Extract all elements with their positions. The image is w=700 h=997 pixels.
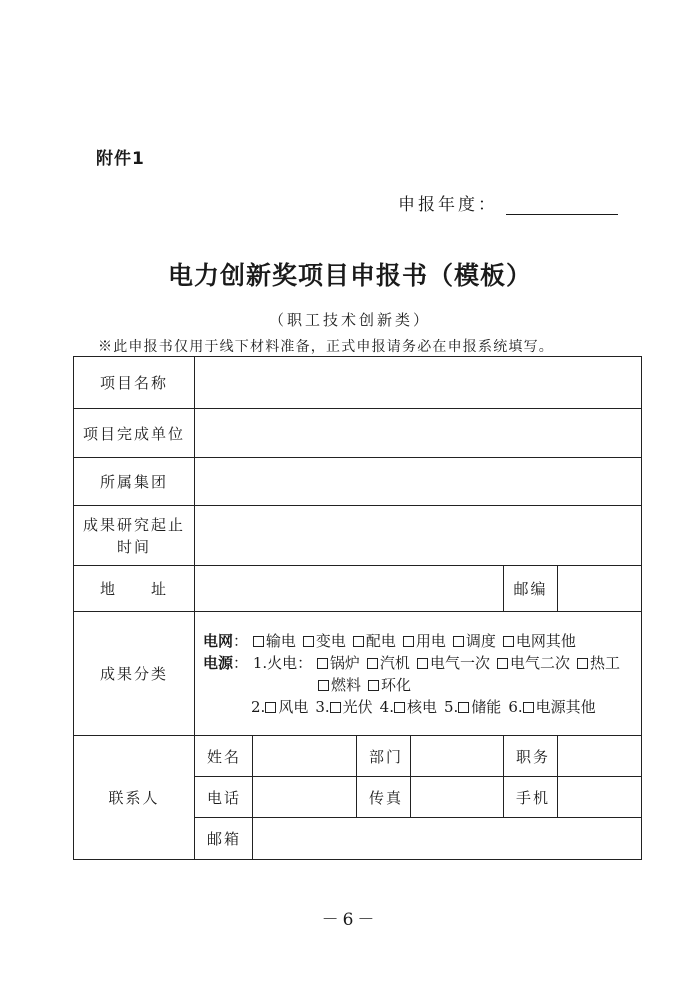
power-option-checkbox[interactable] bbox=[444, 698, 501, 716]
checkbox-icon[interactable] bbox=[318, 680, 329, 691]
option-label: 电网其他 bbox=[515, 631, 576, 650]
option-label: 配电 bbox=[365, 631, 396, 650]
power-option-checkbox[interactable] bbox=[315, 698, 372, 716]
other-power-options-row bbox=[203, 696, 635, 718]
thermal-options-row2 bbox=[203, 674, 635, 696]
fax-label: 传真 bbox=[357, 777, 411, 818]
application-form-table bbox=[73, 356, 642, 860]
period-label-line1: 成果研究起止 bbox=[82, 515, 185, 534]
department-label: 部门 bbox=[357, 736, 411, 777]
thermal-prefix: 1.火电： bbox=[252, 653, 313, 672]
checkbox-icon[interactable] bbox=[330, 702, 341, 713]
option-label: 风电 bbox=[278, 697, 309, 716]
option-label: 燃料 bbox=[331, 675, 362, 694]
option-label: 电气二次 bbox=[509, 653, 570, 672]
thermal-option-checkbox[interactable] bbox=[318, 676, 361, 694]
name-field[interactable] bbox=[253, 736, 357, 777]
power-label: 电源 bbox=[203, 653, 234, 672]
option-label: 环化 bbox=[381, 675, 412, 694]
grid-option-checkbox[interactable] bbox=[403, 632, 446, 650]
checkbox-icon[interactable] bbox=[577, 658, 588, 669]
department-field[interactable] bbox=[411, 736, 504, 777]
thermal-option-checkbox[interactable] bbox=[367, 654, 410, 672]
power-options-row: 电源： 1.火电： 锅炉 汽机 电气一次 电气二次 热工 bbox=[203, 653, 620, 672]
page-number: －6－ bbox=[321, 910, 379, 930]
checkbox-icon[interactable] bbox=[368, 680, 379, 691]
option-label: 调度 bbox=[465, 631, 496, 650]
checkbox-icon[interactable] bbox=[253, 636, 264, 647]
thermal-option-checkbox[interactable] bbox=[368, 676, 411, 694]
checkbox-icon[interactable] bbox=[394, 702, 405, 713]
category-row bbox=[74, 612, 642, 736]
thermal-option-checkbox[interactable] bbox=[417, 654, 490, 672]
mobile-label: 手机 bbox=[504, 777, 558, 818]
period-label bbox=[74, 506, 195, 566]
thermal-option-checkbox[interactable] bbox=[497, 654, 570, 672]
grid-option-checkbox[interactable] bbox=[453, 632, 496, 650]
mobile-field[interactable] bbox=[558, 777, 642, 818]
declaration-year bbox=[398, 190, 618, 215]
power-option-checkbox[interactable] bbox=[251, 698, 308, 716]
grid-options-row: 电网： 输电 变电 配电 用电 调度 电网其他 bbox=[203, 631, 576, 650]
checkbox-icon[interactable] bbox=[265, 702, 276, 713]
declaration-year-field[interactable] bbox=[506, 196, 618, 215]
checkbox-icon[interactable] bbox=[303, 636, 314, 647]
option-label: 电源其他 bbox=[535, 697, 596, 716]
option-label: 核电 bbox=[406, 697, 437, 716]
group-field[interactable] bbox=[195, 458, 642, 506]
group-label: 所属集团 bbox=[74, 458, 195, 506]
option-number: 6. bbox=[508, 697, 523, 716]
position-label: 职务 bbox=[504, 736, 558, 777]
checkbox-icon[interactable] bbox=[523, 702, 534, 713]
grid-option-checkbox[interactable] bbox=[353, 632, 396, 650]
contact-row-1 bbox=[74, 736, 642, 777]
checkbox-icon[interactable] bbox=[497, 658, 508, 669]
period-row bbox=[74, 506, 642, 566]
email-field[interactable] bbox=[253, 818, 642, 860]
option-label: 汽机 bbox=[379, 653, 410, 672]
completing-unit-row bbox=[74, 409, 642, 458]
checkbox-icon[interactable] bbox=[403, 636, 414, 647]
address-field[interactable] bbox=[195, 566, 504, 612]
document-subtitle: （职工技术创新类） bbox=[268, 311, 431, 329]
checkbox-icon[interactable] bbox=[458, 702, 469, 713]
group-row bbox=[74, 458, 642, 506]
option-number: 4. bbox=[379, 697, 394, 716]
address-label: 地 址 bbox=[74, 566, 195, 612]
period-label-line2: 时间 bbox=[116, 537, 151, 556]
category-options bbox=[195, 612, 642, 736]
checkbox-icon[interactable] bbox=[353, 636, 364, 647]
option-number: 3. bbox=[315, 697, 330, 716]
declaration-year-label: 申报年度： bbox=[398, 195, 498, 215]
option-label: 热工 bbox=[589, 653, 620, 672]
grid-option-checkbox[interactable] bbox=[503, 632, 576, 650]
option-label: 用电 bbox=[415, 631, 446, 650]
option-number: 5. bbox=[443, 697, 459, 716]
period-field[interactable] bbox=[195, 506, 642, 566]
project-name-row bbox=[74, 357, 642, 409]
completing-unit-field[interactable] bbox=[195, 409, 642, 458]
fax-field[interactable] bbox=[411, 777, 504, 818]
attachment-label: 附件1 bbox=[96, 149, 145, 169]
checkbox-icon[interactable] bbox=[453, 636, 464, 647]
checkbox-icon[interactable] bbox=[503, 636, 514, 647]
category-label: 成果分类 bbox=[74, 612, 195, 736]
project-name-label: 项目名称 bbox=[74, 357, 195, 409]
option-label: 锅炉 bbox=[329, 653, 360, 672]
power-option-checkbox[interactable] bbox=[380, 698, 437, 716]
grid-option-checkbox[interactable] bbox=[303, 632, 346, 650]
email-label: 邮箱 bbox=[195, 818, 253, 860]
postcode-label: 邮编 bbox=[504, 566, 558, 612]
grid-option-checkbox[interactable] bbox=[253, 632, 296, 650]
name-label: 姓名 bbox=[195, 736, 253, 777]
thermal-option-checkbox[interactable] bbox=[317, 654, 360, 672]
usage-note: ※此申报书仅用于线下材料准备，正式申报请务必在申报系统填写。 bbox=[98, 339, 554, 355]
project-name-field[interactable] bbox=[195, 357, 642, 409]
document-title: 电力创新奖项目申报书（模板） bbox=[167, 261, 532, 290]
option-number: 2. bbox=[251, 697, 266, 716]
checkbox-icon[interactable] bbox=[417, 658, 428, 669]
option-label: 储能 bbox=[471, 697, 502, 716]
grid-label: 电网 bbox=[203, 631, 234, 650]
phone-label: 电话 bbox=[195, 777, 253, 818]
checkbox-icon[interactable] bbox=[317, 658, 328, 669]
option-label: 电气一次 bbox=[429, 653, 490, 672]
contact-label: 联系人 bbox=[74, 736, 195, 860]
address-row bbox=[74, 566, 642, 612]
completing-unit-label: 项目完成单位 bbox=[74, 409, 195, 458]
postcode-field[interactable] bbox=[558, 566, 642, 612]
phone-field[interactable] bbox=[253, 777, 357, 818]
option-label: 变电 bbox=[315, 631, 346, 650]
checkbox-icon[interactable] bbox=[367, 658, 378, 669]
position-field[interactable] bbox=[558, 736, 642, 777]
option-label: 输电 bbox=[265, 631, 296, 650]
option-label: 光伏 bbox=[342, 697, 373, 716]
power-option-checkbox[interactable] bbox=[508, 698, 595, 716]
thermal-option-checkbox[interactable] bbox=[577, 654, 620, 672]
